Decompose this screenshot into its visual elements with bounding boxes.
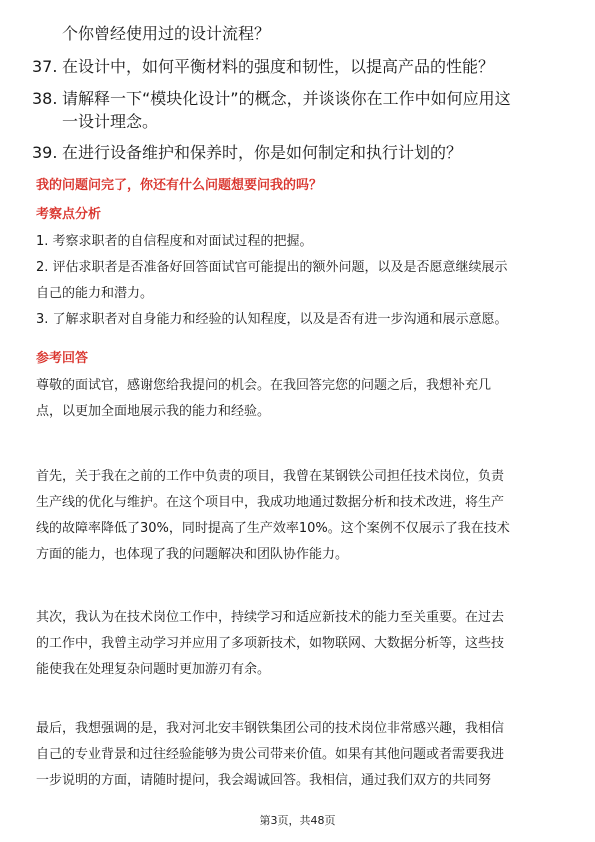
answer-p3-line: 的工作中，我曾主动学习并应用了多项新技术，如物联网、大数据分析等，这些技	[36, 636, 505, 651]
answer-p3-line: 能使我在处理复杂问题时更加游刃有余。	[36, 662, 271, 677]
section-question-title: 我的问题问完了，你还有什么问题想要问我的吗？	[36, 178, 323, 193]
question-39-number: 39.	[32, 143, 58, 162]
question-38-text-line1: 请解释一下“模块化设计”的概念，并谈谈你在工作中如何应用这	[62, 89, 511, 108]
answer-p2-line: 首先，关于我在之前的工作中负责的项目，我曾在某钢铁公司担任技术岗位，负责	[36, 469, 505, 484]
answer-p3-line: 其次，我认为在技术岗位工作中，持续学习和适应新技术的能力至关重要。在过去	[36, 610, 505, 625]
answer-paragraph-4	[36, 716, 561, 794]
analysis-item-1: 1. 考察求职者的自信程度和对面试过程的把握。	[36, 234, 313, 249]
answer-p2-line: 线的故障率降低了30%，同时提高了生产效率10%。这个案例不仅展示了我在技术	[36, 521, 510, 536]
answer-p4-line: 自己的专业背景和过往经验能够为贵公司带来价值。如果有其他问题或者需要我进	[36, 747, 505, 762]
question-37	[32, 55, 572, 79]
answer-p2-line: 方面的能力，也体现了我的问题解决和团队协作能力。	[36, 547, 349, 562]
analysis-list	[36, 229, 561, 333]
answer-paragraph-1	[36, 373, 561, 425]
answer-p4-line: 一步说明的方面，请随时提问，我会竭诚回答。我相信，通过我们双方的共同努	[36, 773, 492, 788]
question-37-text: 在设计中，如何平衡材料的强度和韧性，以提高产品的性能？	[62, 57, 495, 76]
question-39-text: 在进行设备维护和保养时，你是如何制定和执行计划的？	[62, 143, 463, 162]
answer-paragraph-2	[36, 464, 561, 568]
question-37-number: 37.	[32, 57, 58, 76]
question-38	[32, 87, 572, 111]
analysis-item-3: 3. 了解求职者对自身能力和经验的认知程度，以及是否有进一步沟通和展示意愿。	[36, 312, 508, 327]
question-36-continuation: 个你曾经使用过的设计流程？	[62, 24, 271, 43]
answer-title: 参考回答	[36, 351, 89, 366]
answer-p4-line: 最后，我想强调的是，我对河北安丰钢铁集团公司的技术岗位非常感兴趣，我相信	[36, 721, 505, 736]
analysis-title: 考察点分析	[36, 207, 102, 222]
answer-p2-line: 生产线的优化与维护。在这个项目中，我成功地通过数据分析和技术改进，将生产	[36, 495, 505, 510]
question-38-number: 38.	[32, 89, 58, 108]
analysis-item-2: 2. 评估求职者是否准备好回答面试官可能提出的额外问题，以及是否愿意继续展示	[36, 260, 508, 275]
question-38-text-line2: 一设计理念。	[62, 112, 159, 131]
question-39	[32, 141, 572, 165]
answer-p1-line: 点，以更加全面地展示我的能力和经验。	[36, 404, 271, 419]
answer-p1-line: 尊敬的面试官，感谢您给我提问的机会。在我回答完您的问题之后，我想补充几	[36, 378, 492, 393]
answer-paragraph-3	[36, 605, 561, 683]
analysis-item-2-cont: 自己的能力和潜力。	[36, 286, 154, 301]
page-number-footer: 第3页，共48页	[259, 814, 336, 827]
